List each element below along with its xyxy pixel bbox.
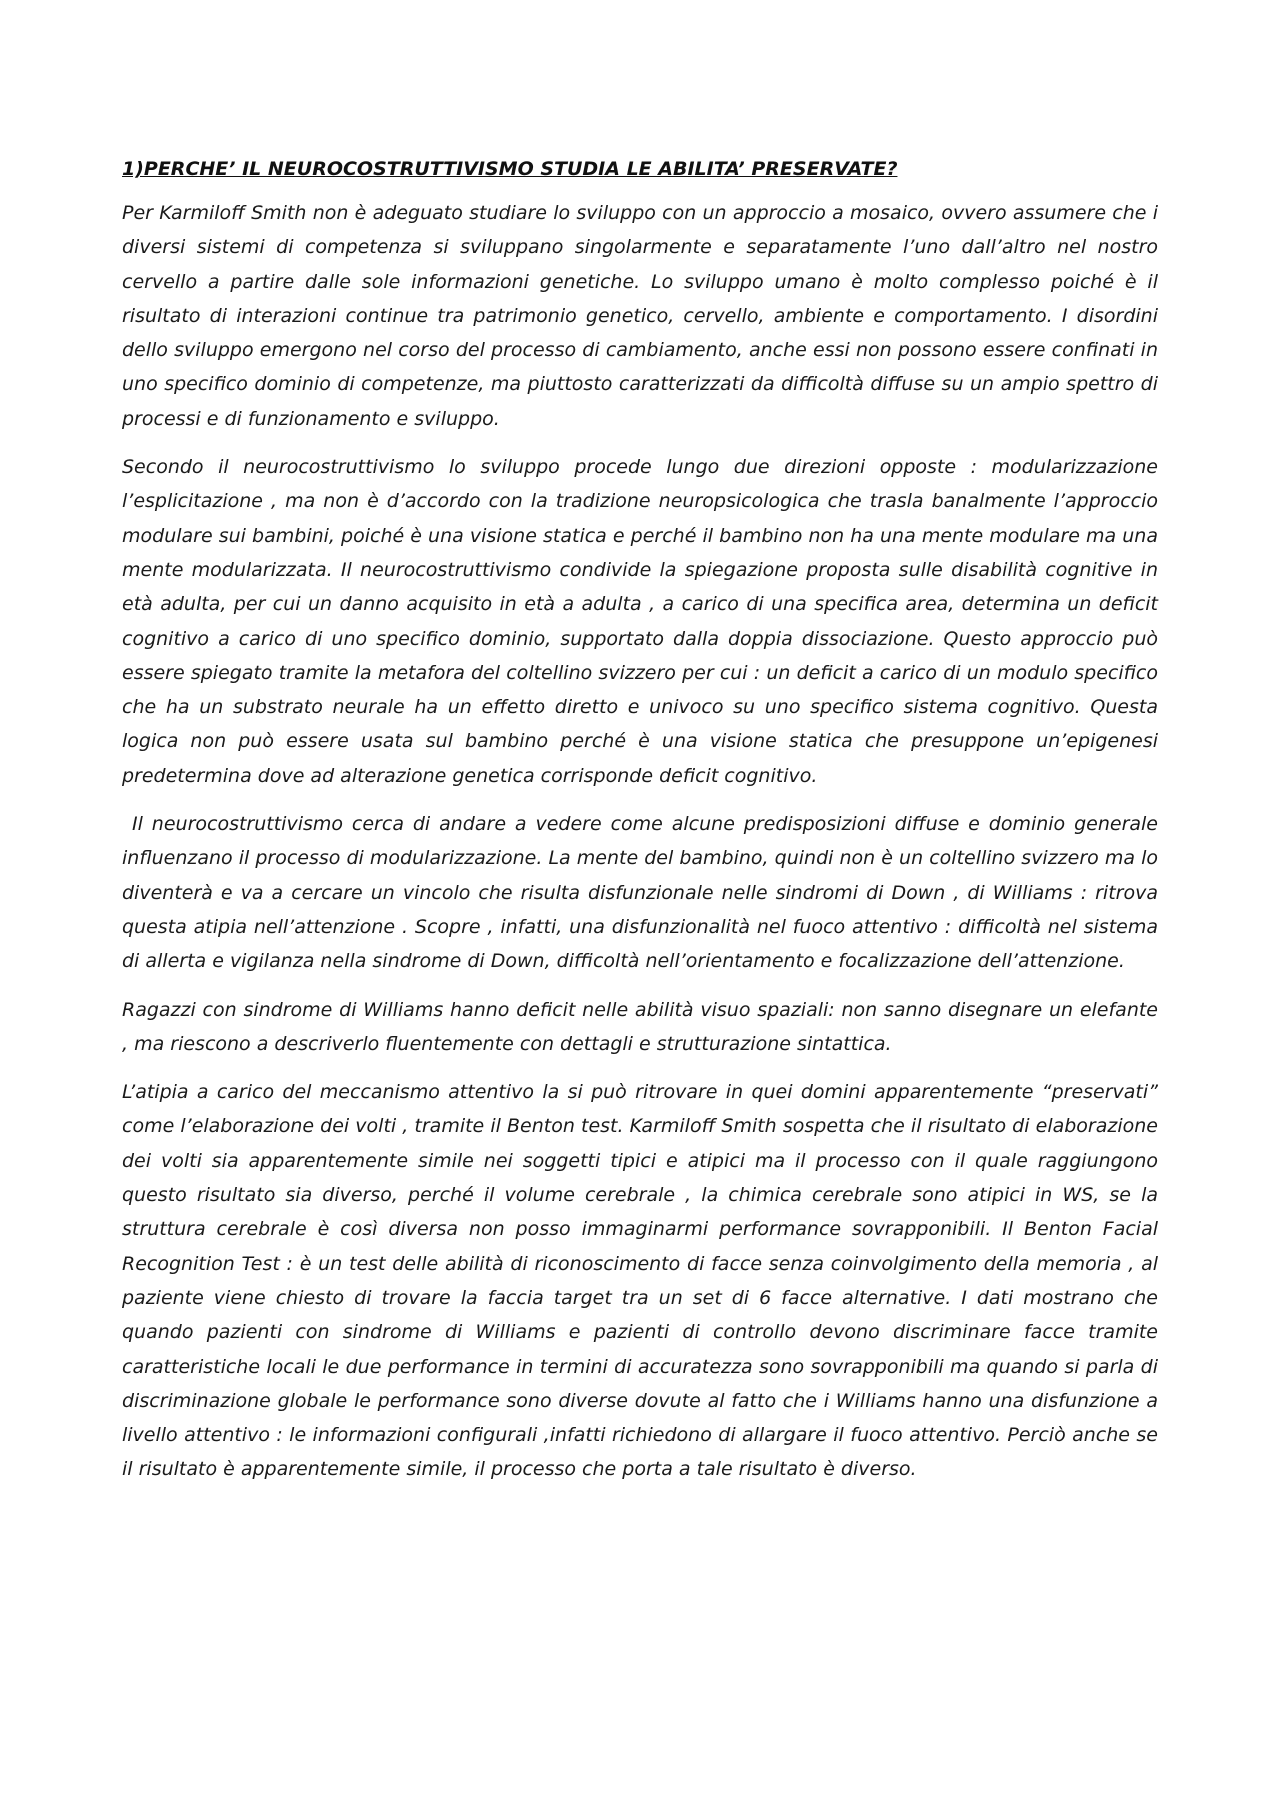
paragraph-1: Per Karmiloff Smith non è adeguato studiare lo sviluppo con un approccio a mosaico, ovvero assumere che i diversi sistemi di competenza si sviluppano singolarmente e separatamente l’uno dall’altro nel nostro cervello a partire dalle sole informazioni genetiche. Lo sviluppo umano è molto complesso poiché è il risultato di interazioni continue tra patrimonio genetico, cervello, ambiente e comportamento. I disordini dello sviluppo emergono nel corso del processo di cambiamento, anche essi non possono essere confinati in uno specifico dominio di competenze, ma piuttosto caratterizzati da difficoltà diffuse su un ampio spettro di processi e di funzionamento e sviluppo. <box>122 202 1158 430</box>
paragraph-4: Ragazzi con sindrome di Williams hanno deficit nelle abilità visuo spaziali: non sanno disegnare un elefante , ma riescono a descriverlo fluentemente con dettagli e strutturazione sintattica. <box>122 998 1158 1055</box>
paragraph-2: Secondo il neurocostruttivismo lo sviluppo procede lungo due direzioni opposte : modularizzazione l’esplicitazione , ma non è d’accordo con la tradizione neuropsicologica che trasla banalmente l’approccio modulare sui bambini, poiché è una visione statica e perché il bambino non ha una mente modulare ma una mente modularizzata. Il neurocostruttivismo condivide la spiegazione proposta sulle disabilità cognitive in età adulta, per cui un danno acquisito in età a adulta , a carico di una specifica area, determina un deficit cognitivo a carico di uno specifico dominio, supportato dalla doppia dissociazione. Questo approccio può essere spiegato tramite la metafora del coltellino svizzero per cui : un deficit a carico di un modulo specifico che ha un substrato neurale ha un effetto diretto e univoco su uno specifico sistema cognitivo. Questa logica non può essere usata sul bambino perché è una visione statica che presuppone un’epigenesi predetermina dove ad alterazione genetica corrisponde deficit cognitivo. <box>122 456 1158 787</box>
document-body <box>122 152 1158 1501</box>
paragraph-3: Il neurocostruttivismo cerca di andare a vedere come alcune predisposizioni diffuse e dominio generale influenzano il processo di modularizzazione. La mente del bambino, quindi non è un coltellino svizzero ma lo diventerà e va a cercare un vincolo che risulta disfunzionale nelle sindromi di Down , di Williams : ritrova questa atipia nell’attenzione . Scopre , infatti, una disfunzionalità nel fuoco attentivo : difficoltà nel sistema di allerta e vigilanza nella sindrome di Down, difficoltà nell’orientamento e focalizzazione dell’attenzione. <box>122 813 1158 973</box>
paragraph-5: L’atipia a carico del meccanismo attentivo la si può ritrovare in quei domini apparentemente “preservati” come l’elaborazione dei volti , tramite il Benton test. Karmiloff Smith sospetta che il risultato di elaborazione dei volti sia apparentemente simile nei soggetti tipici e atipici ma il processo con il quale raggiungono questo risultato sia diverso, perché il volume cerebrale , la chimica cerebrale sono atipici in WS, se la struttura cerebrale è così diversa non posso immaginarmi performance sovrapponibili. Il Benton Facial Recognition Test : è un test delle abilità di riconoscimento di facce senza coinvolgimento della memoria , al paziente viene chiesto di trovare la faccia target tra un set di 6 facce alternative. I dati mostrano che quando pazienti con sindrome di Williams e pazienti di controllo devono discriminare facce tramite caratteristiche locali le due performance in termini di accuratezza sono sovrapponibili ma quando si parla di discriminazione globale le performance sono diverse dovute al fatto che i Williams hanno una disfunzione a livello attentivo : le informazioni configurali ,infatti richiedono di allargare il fuoco attentivo. Perciò anche se il risultato è apparentemente simile, il processo che porta a tale risultato è diverso. <box>122 1081 1158 1481</box>
document-title: 1)PERCHE’ IL NEUROCOSTRUTTIVISMO STUDIA LE ABILITA’ PRESERVATE? <box>122 158 898 180</box>
